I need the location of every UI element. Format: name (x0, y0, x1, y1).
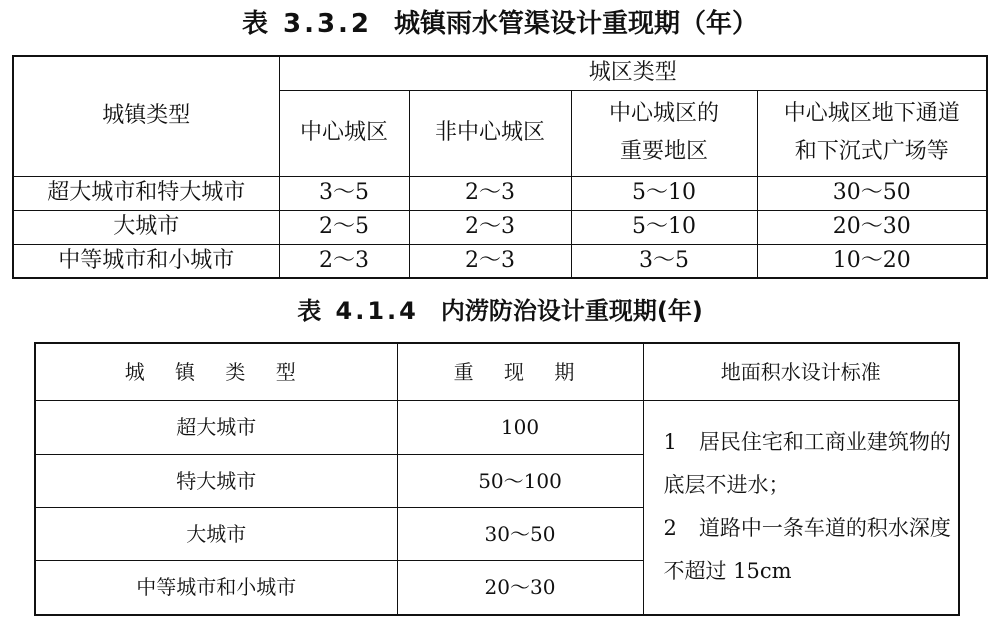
table2-caption (0, 294, 1000, 328)
header-col-1: 中心城区 (279, 90, 409, 176)
table-header-row (13, 56, 987, 90)
table-row (13, 176, 987, 210)
row-label: 中等城市和小城市 (13, 244, 279, 278)
cell: 20～30 (397, 560, 643, 615)
cell: 3～5 (279, 176, 409, 210)
cell: 2～3 (409, 244, 571, 278)
cell: 20～30 (757, 210, 987, 244)
table1-caption (0, 6, 1000, 42)
cell: 3～5 (571, 244, 757, 278)
rain-pipe-return-period-table (12, 55, 988, 279)
waterlogging-return-period-table (34, 342, 960, 616)
cell: 5～10 (571, 176, 757, 210)
cell: 30～50 (397, 507, 643, 560)
cell: 100 (397, 400, 643, 454)
table-row (13, 244, 987, 278)
cell: 50～100 (397, 454, 643, 507)
header-col-4: 中心城区地下通道 和下沉式广场等 (757, 90, 987, 176)
table-row (13, 210, 987, 244)
row-label: 特大城市 (35, 454, 397, 507)
cell: 2～3 (279, 244, 409, 278)
cell: 2～3 (409, 210, 571, 244)
table-header-row (35, 343, 959, 400)
row-label: 中等城市和小城市 (35, 560, 397, 615)
cell: 2～3 (409, 176, 571, 210)
table2-caption-number: 表 4.1.4 (297, 297, 419, 325)
table1-caption-number: 表 3.3.2 (241, 9, 373, 39)
table-row (35, 400, 959, 454)
row-label: 大城市 (35, 507, 397, 560)
header-city-type: 城镇类型 (13, 56, 279, 176)
table2-caption-title: 内涝防治设计重现期(年) (440, 297, 703, 325)
row-label: 大城市 (13, 210, 279, 244)
header-district-type: 城区类型 (279, 56, 987, 90)
header-ponding-standard: 地面积水设计标准 (643, 343, 959, 400)
row-label: 超大城市和特大城市 (13, 176, 279, 210)
header-return-period: 重 现 期 (397, 343, 643, 400)
header-city-type: 城 镇 类 型 (35, 343, 397, 400)
row-label: 超大城市 (35, 400, 397, 454)
table1-caption-title: 城镇雨水管渠设计重现期（年） (394, 9, 759, 39)
header-col-2: 非中心城区 (409, 90, 571, 176)
cell: 5～10 (571, 210, 757, 244)
cell: 2～5 (279, 210, 409, 244)
cell: 10～20 (757, 244, 987, 278)
ponding-standard-note: 1 居民住宅和工商业建筑物的底层不进水； 2 道路中一条车道的积水深度不超过 15cm (643, 400, 959, 615)
header-col-3: 中心城区的 重要地区 (571, 90, 757, 176)
cell: 30～50 (757, 176, 987, 210)
